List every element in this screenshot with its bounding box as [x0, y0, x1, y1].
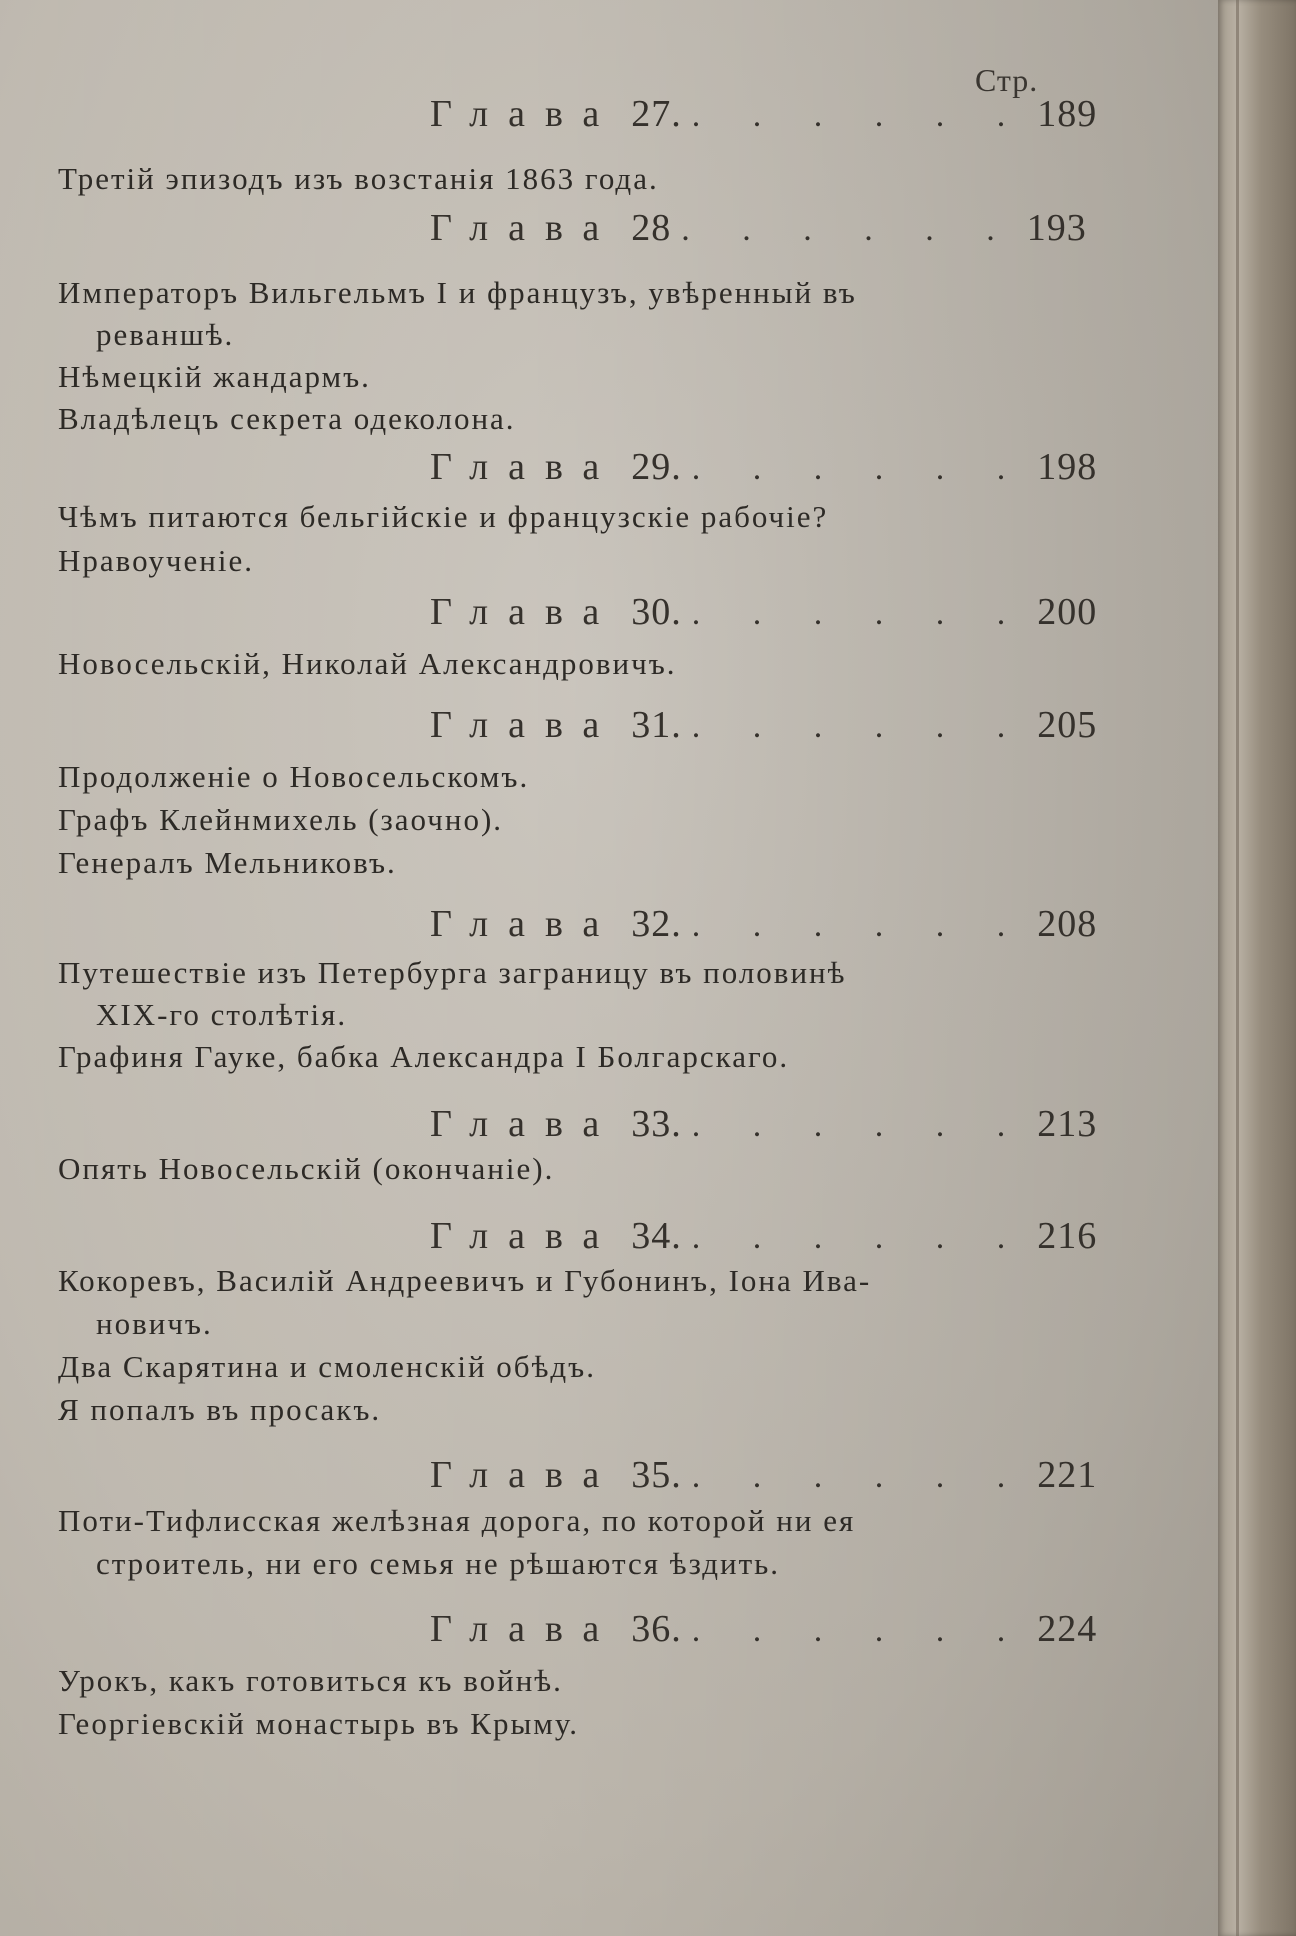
toc-entry-continuation: XIX-го столѣтія. [96, 997, 348, 1032]
leader-dots: . . . . . . [691, 1458, 1028, 1495]
chapter-word: Глава [430, 207, 620, 249]
chapter-heading [430, 1102, 1098, 1148]
chapter-heading [430, 703, 1098, 749]
chapter-word: Глава [430, 1103, 620, 1145]
book-spine [1218, 0, 1296, 1936]
chapter-number: 32. [631, 903, 682, 945]
toc-entry: Георгіевскій монастырь въ Крыму. [58, 1706, 580, 1741]
toc-entry: Генералъ Мельниковъ. [58, 845, 397, 880]
toc-entry: Путешествіе изъ Петербурга заграницу въ половинѣ [58, 955, 847, 990]
chapter-page: 205 [1037, 704, 1098, 746]
chapter-heading [430, 1453, 1098, 1499]
leader-dots: . . . . . . [691, 1612, 1028, 1649]
chapter-number: 28 [631, 207, 672, 249]
leader-dots: . . . . . . [691, 907, 1028, 944]
toc-entry: Я попалъ въ просакъ. [58, 1392, 382, 1427]
toc-entry: Продолженіе о Новосельскомъ. [58, 759, 530, 794]
chapter-heading [430, 1214, 1098, 1260]
toc-entry: Императоръ Вильгельмъ I и французъ, увѣренный въ [58, 275, 857, 310]
toc-entry: Чѣмъ питаются бельгійскіе и французскіе рабочіе? [58, 499, 829, 534]
toc-entry-continuation: строитель, ни его семья не рѣшаются ѣздить. [96, 1546, 781, 1581]
toc-entry: Опять Новосельскій (окончаніе). [58, 1151, 555, 1186]
toc-entry: Владѣлецъ секрета одеколона. [58, 401, 516, 436]
spine-edge [1236, 0, 1239, 1936]
toc-entry: Нравоученіе. [58, 543, 254, 578]
chapter-number: 36. [631, 1608, 682, 1650]
toc-entry: Нѣмецкій жандармъ. [58, 359, 371, 394]
chapter-heading [430, 445, 1098, 491]
chapter-number: 31. [631, 704, 682, 746]
chapter-heading [430, 902, 1098, 948]
leader-dots: . . . . . . [691, 97, 1028, 134]
chapter-word: Глава [430, 903, 620, 945]
toc-entry-continuation: реваншѣ. [96, 317, 235, 352]
chapter-number: 27. [631, 93, 682, 135]
chapter-page: 193 [1026, 207, 1087, 249]
leader-dots: . . . . . . [691, 450, 1028, 487]
leader-dots: . . . . . . [691, 595, 1028, 632]
chapter-heading [430, 1607, 1098, 1653]
chapter-word: Глава [430, 93, 620, 135]
chapter-heading [430, 92, 1098, 138]
leader-dots: . . . . . . [691, 1107, 1028, 1144]
chapter-word: Глава [430, 704, 620, 746]
chapter-word: Глава [430, 591, 620, 633]
chapter-number: 29. [631, 446, 682, 488]
toc-entry-continuation: новичъ. [96, 1306, 213, 1341]
toc-entry: Графъ Клейнмихель (заочно). [58, 802, 504, 837]
chapter-page: 221 [1037, 1454, 1098, 1496]
leader-dots: . . . . . . [691, 1219, 1028, 1256]
chapter-heading [430, 590, 1098, 636]
toc-entry: Кокоревъ, Василій Андреевичъ и Губонинъ, Іона Ива- [58, 1263, 872, 1298]
chapter-word: Глава [430, 1608, 620, 1650]
chapter-page: 189 [1037, 93, 1098, 135]
chapter-page: 224 [1037, 1608, 1098, 1650]
toc-entry: Третій эпизодъ изъ возстанія 1863 года. [58, 161, 659, 196]
toc-entry: Графиня Гауке, бабка Александра I Болгарскаго. [58, 1039, 790, 1074]
chapter-word: Глава [430, 446, 620, 488]
chapter-number: 35. [631, 1454, 682, 1496]
page-column-label: Стр. [975, 62, 1039, 98]
chapter-page: 200 [1037, 591, 1098, 633]
chapter-number: 34. [631, 1215, 682, 1257]
toc-entry: Урокъ, какъ готовиться къ войнѣ. [58, 1663, 563, 1698]
toc-entry: Два Скарятина и смоленскій обѣдъ. [58, 1349, 596, 1384]
chapter-page: 208 [1037, 903, 1098, 945]
chapter-number: 30. [631, 591, 682, 633]
toc-entry: Новосельскій, Николай Александровичъ. [58, 646, 677, 681]
chapter-page: 198 [1037, 446, 1098, 488]
leader-dots: . . . . . . [691, 708, 1028, 745]
chapter-page: 216 [1037, 1215, 1098, 1257]
leader-dots: . . . . . . [681, 211, 1017, 248]
chapter-heading [430, 206, 1087, 252]
chapter-number: 33. [631, 1103, 682, 1145]
chapter-word: Глава [430, 1454, 620, 1496]
chapter-word: Глава [430, 1215, 620, 1257]
toc-entry: Поти-Тифлисская желѣзная дорога, по которой ни ея [58, 1503, 856, 1538]
chapter-page: 213 [1037, 1103, 1098, 1145]
